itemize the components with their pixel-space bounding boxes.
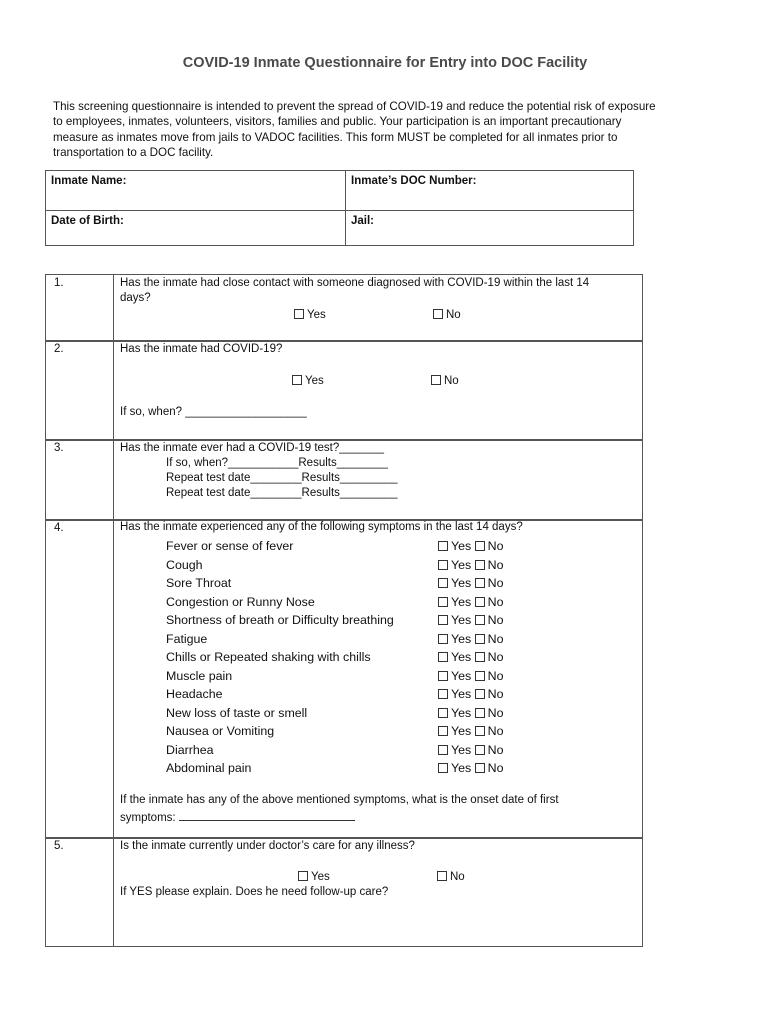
checkbox-icon <box>438 615 448 625</box>
inmate-name-label: Inmate Name: <box>51 175 127 187</box>
inmate-name-field[interactable] <box>46 171 346 211</box>
symptom-yes-no[interactable] <box>438 761 504 775</box>
onset-date-blank[interactable] <box>179 809 355 821</box>
checkbox-icon <box>475 634 485 644</box>
no-label: No <box>446 309 461 321</box>
intro-line: transportation to a DOC facility. <box>53 145 214 159</box>
checkbox-icon <box>438 708 448 718</box>
onset-date-field[interactable] <box>120 809 355 824</box>
intro-line: This screening questionnaire is intended to prevent the spread of COVID-19 and reduce the potential risk of exposure <box>53 100 656 113</box>
no-label: No <box>444 375 459 387</box>
checkbox-icon <box>438 671 448 681</box>
checkbox-icon <box>475 763 485 773</box>
question-number: 4. <box>54 522 64 534</box>
symptom-label: Nausea or Vomiting <box>166 724 275 738</box>
intro-line: measure as inmates move from jails to VADOC facilities. This form MUST be completed for all inmates prior to <box>53 130 618 144</box>
checkbox-icon <box>298 871 308 881</box>
checkbox-icon <box>437 871 447 881</box>
no-label: No <box>487 631 504 646</box>
yes-label: Yes <box>451 724 472 738</box>
no-option[interactable] <box>437 871 465 883</box>
explain-prompt: If YES please explain. Does he need follow-up care? <box>120 886 389 898</box>
yes-label: Yes <box>451 539 472 553</box>
yes-label: Yes <box>451 650 472 664</box>
symptom-yes-no[interactable] <box>438 743 504 757</box>
dob-label: Date of Birth: <box>51 215 124 227</box>
checkbox-icon <box>438 634 448 644</box>
yes-label: Yes <box>451 668 472 683</box>
no-label: No <box>487 742 504 757</box>
checkbox-icon <box>438 745 448 755</box>
yes-label: Yes <box>451 705 472 720</box>
no-label: No <box>487 594 504 609</box>
no-label: No <box>487 557 504 572</box>
intro-line: to employees, inmates, volunteers, visitors, families and public. Your participation is an important precautionary <box>53 115 622 129</box>
symptom-yes-no[interactable] <box>438 576 504 590</box>
no-label: No <box>487 613 504 627</box>
no-label: No <box>487 687 504 701</box>
yes-label: Yes <box>451 631 472 646</box>
question-number: 3. <box>54 442 64 454</box>
checkbox-icon <box>292 375 302 385</box>
yes-label: Yes <box>451 557 472 572</box>
checkbox-icon <box>475 745 485 755</box>
symptom-label: Fatigue <box>166 631 208 646</box>
yes-label: Yes <box>307 309 326 321</box>
checkbox-icon <box>294 309 304 319</box>
question-text: days? <box>120 292 151 304</box>
symptom-label: Cough <box>166 557 203 572</box>
checkbox-icon <box>475 560 485 570</box>
repeat-test-field[interactable]: Repeat test date________Results_________ <box>166 472 398 484</box>
checkbox-icon <box>475 671 485 681</box>
symptom-yes-no[interactable] <box>438 632 504 646</box>
no-option[interactable] <box>431 375 459 387</box>
form-title: COVID-19 Inmate Questionnaire for Entry into DOC Facility <box>182 55 588 71</box>
question-number: 1. <box>54 277 64 289</box>
no-label: No <box>487 539 504 553</box>
jail-field[interactable] <box>346 211 634 246</box>
yes-label: Yes <box>451 742 472 757</box>
symptom-yes-no[interactable] <box>438 706 504 720</box>
question-text: Has the inmate had close contact with someone diagnosed with COVID-19 within the last 14 <box>120 277 590 289</box>
symptom-label: Sore Throat <box>166 576 232 590</box>
no-label: No <box>450 871 465 883</box>
checkbox-icon <box>433 309 443 319</box>
checkbox-icon <box>438 726 448 736</box>
symptom-label: Headache <box>166 687 223 701</box>
symptom-yes-no[interactable] <box>438 539 504 553</box>
no-label: No <box>487 576 504 590</box>
symptom-yes-no[interactable] <box>438 613 504 627</box>
question-number: 2. <box>54 343 64 355</box>
symptom-label: New loss of taste or smell <box>166 705 308 720</box>
symptom-yes-no[interactable] <box>438 650 504 664</box>
checkbox-icon <box>475 615 485 625</box>
checkbox-icon <box>475 708 485 718</box>
symptom-yes-no[interactable] <box>438 595 504 609</box>
yes-option[interactable] <box>298 871 330 883</box>
question-number: 5. <box>54 840 64 852</box>
yes-label: Yes <box>451 761 472 775</box>
repeat-test-field[interactable]: Repeat test date________Results_________ <box>166 487 398 499</box>
no-label: No <box>487 705 504 720</box>
symptom-label: Shortness of breath or Difficulty breathing <box>166 613 394 627</box>
question-1 <box>45 274 643 342</box>
yes-label: Yes <box>451 594 472 609</box>
question-4 <box>45 519 643 839</box>
no-label: No <box>487 668 504 683</box>
symptom-label: Congestion or Runny Nose <box>166 594 315 609</box>
yes-label: Yes <box>305 375 324 387</box>
symptom-yes-no[interactable] <box>438 687 504 701</box>
question-5 <box>45 837 643 947</box>
onset-label: symptoms: <box>120 812 176 824</box>
checkbox-icon <box>438 652 448 662</box>
yes-label: Yes <box>451 613 472 627</box>
dob-field[interactable] <box>46 211 346 246</box>
question-text: Has the inmate experienced any of the following symptoms in the last 14 days? <box>120 521 523 533</box>
checkbox-icon <box>438 578 448 588</box>
no-label: No <box>487 761 504 775</box>
symptom-label: Abdominal pain <box>166 761 252 775</box>
test-date-results-field[interactable]: If so, when?___________Results________ <box>166 457 388 469</box>
symptom-yes-no[interactable] <box>438 669 504 683</box>
covid-when-field[interactable]: If so, when? ___________________ <box>120 406 307 418</box>
checkbox-icon <box>475 541 485 551</box>
checkbox-icon <box>475 689 485 699</box>
checkbox-icon <box>475 726 485 736</box>
question-3 <box>45 439 643 521</box>
yes-label: Yes <box>451 576 472 590</box>
symptom-yes-no[interactable] <box>438 724 504 738</box>
checkbox-icon <box>475 652 485 662</box>
question-2 <box>45 340 643 441</box>
question-text: Has the inmate ever had a COVID-19 test?_______ <box>120 442 385 454</box>
checkbox-icon <box>438 560 448 570</box>
symptom-label: Diarrhea <box>166 742 214 757</box>
symptom-label: Muscle pain <box>166 668 233 683</box>
yes-option[interactable] <box>292 375 324 387</box>
yes-label: Yes <box>311 871 330 883</box>
checkbox-icon <box>438 689 448 699</box>
doc-number-label: Inmate’s DOC Number: <box>351 175 477 187</box>
checkbox-icon <box>431 375 441 385</box>
doc-number-field[interactable] <box>346 171 634 211</box>
checkbox-icon <box>438 763 448 773</box>
no-option[interactable] <box>433 309 461 321</box>
checkbox-icon <box>438 597 448 607</box>
question-text: Has the inmate had COVID-19? <box>120 343 283 355</box>
onset-question: If the inmate has any of the above mentioned symptoms, what is the onset date of first <box>120 794 559 806</box>
symptom-label: Fever or sense of fever <box>166 539 294 553</box>
no-label: No <box>487 724 504 738</box>
yes-label: Yes <box>451 687 472 701</box>
jail-label: Jail: <box>351 215 375 227</box>
checkbox-icon <box>438 541 448 551</box>
checkbox-icon <box>475 578 485 588</box>
intro-paragraph <box>53 99 733 160</box>
no-label: No <box>487 650 504 664</box>
inmate-info-table <box>45 170 634 246</box>
question-text: Is the inmate currently under doctor’s care for any illness? <box>120 840 415 852</box>
yes-option[interactable] <box>294 309 326 321</box>
symptom-yes-no[interactable] <box>438 558 504 572</box>
checkbox-icon <box>475 597 485 607</box>
symptom-label: Chills or Repeated shaking with chills <box>166 650 371 664</box>
